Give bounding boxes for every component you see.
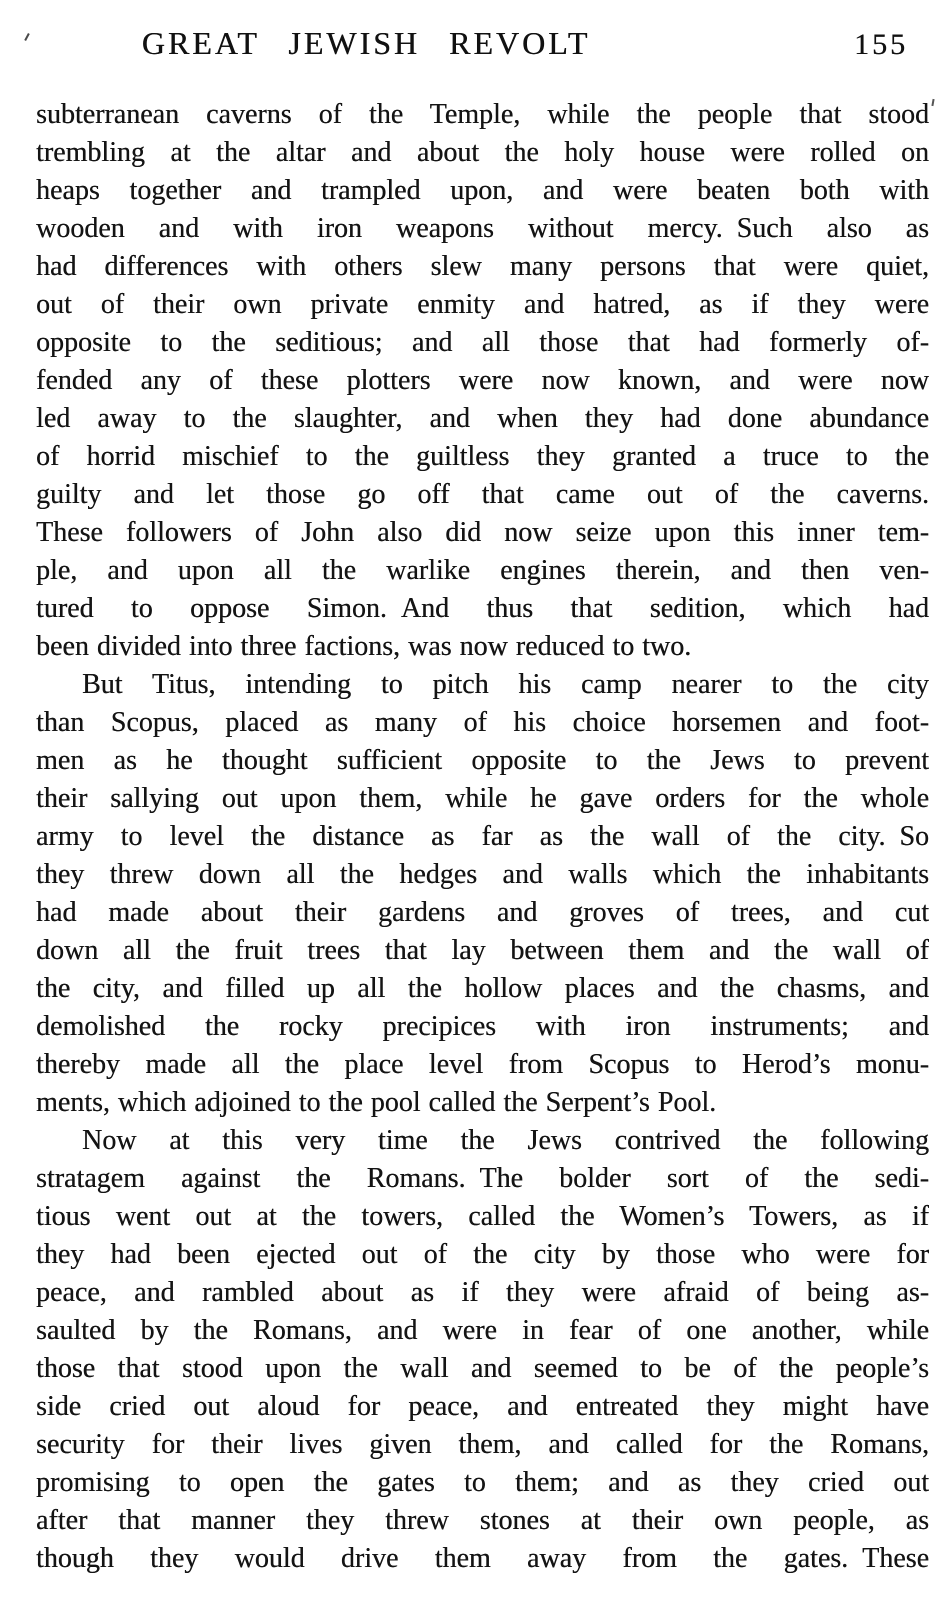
text-line: saulted by the Romans, and were in fear of one another, while xyxy=(36,1315,929,1346)
scan-artifact-top-left xyxy=(24,33,30,41)
text-line: wooden and with iron weapons without mercy. Such also as xyxy=(36,213,929,244)
text-line: ple, and upon all the warlike engines therein, and then ven- xyxy=(36,555,929,586)
text-line: side cried out aloud for peace, and entreated they might have xyxy=(36,1391,929,1422)
text-line: down all the fruit trees that lay between them and the wall of xyxy=(36,935,929,966)
text-line: their sallying out upon them, while he gave orders for the whole xyxy=(36,783,929,814)
paragraph xyxy=(36,1122,929,1578)
text-line: subterranean caverns of the Temple, while the people that stood xyxy=(36,99,929,130)
text-line: stratagem against the Romans. The bolder sort of the sedi- xyxy=(36,1163,929,1194)
text-line: had made about their gardens and groves of trees, and cut xyxy=(36,897,929,928)
text-line: But Titus, intending to pitch his camp nearer to the city xyxy=(82,669,929,700)
body-text xyxy=(36,96,929,1578)
running-title: GREAT JEWISH REVOLT xyxy=(141,25,591,61)
text-line: heaps together and trampled upon, and were beaten both with xyxy=(36,175,929,206)
text-line: of horrid mischief to the guiltless they granted a truce to the xyxy=(36,441,929,472)
text-line: demolished the rocky precipices with iron instruments; and xyxy=(36,1011,929,1042)
text-line: These followers of John also did now seize upon this inner tem- xyxy=(36,517,929,548)
text-line: ments, which adjoined to the pool called the Serpent’s Pool. xyxy=(36,1087,717,1118)
text-line: trembling at the altar and about the holy house were rolled on xyxy=(36,137,929,168)
text-line: fended any of these plotters were now known, and were now xyxy=(36,365,929,396)
text-line: than Scopus, placed as many of his choice horsemen and foot- xyxy=(36,707,929,738)
text-line: had differences with others slew many persons that were quiet, xyxy=(36,251,929,282)
text-line: guilty and let those go off that came out of the caverns. xyxy=(36,479,929,510)
text-line: tious went out at the towers, called the Women’s Towers, as if xyxy=(36,1201,929,1232)
text-line: men as he thought sufficient opposite to the Jews to prevent xyxy=(36,745,929,776)
text-line: security for their lives given them, and called for the Romans, xyxy=(36,1429,929,1460)
paragraph xyxy=(36,96,929,666)
scan-artifact-right-margin xyxy=(931,99,934,106)
text-line: opposite to the seditious; and all those that had formerly of- xyxy=(36,327,929,358)
text-line: those that stood upon the wall and seemed to be of the people’s xyxy=(36,1353,929,1384)
text-line: been divided into three factions, was now reduced to two. xyxy=(36,631,692,662)
text-line: out of their own private enmity and hatred, as if they were xyxy=(36,289,929,320)
text-line: they had been ejected out of the city by those who were for xyxy=(36,1239,929,1270)
text-line: though they would drive them away from the gates. These xyxy=(36,1543,929,1574)
text-line: Now at this very time the Jews contrived the following xyxy=(82,1125,929,1156)
text-line: the city, and filled up all the hollow places and the chasms, and xyxy=(36,973,929,1004)
text-line: tured to oppose Simon. And thus that sedition, which had xyxy=(36,593,929,624)
text-line: army to level the distance as far as the wall of the city. So xyxy=(36,821,929,852)
paragraph xyxy=(36,666,929,1122)
text-line: they threw down all the hedges and walls which the inhabitants xyxy=(36,859,929,890)
page-number: 155 xyxy=(854,28,908,61)
text-line: after that manner they threw stones at their own people, as xyxy=(36,1505,929,1536)
text-line: promising to open the gates to them; and as they cried out xyxy=(36,1467,929,1498)
text-line: led away to the slaughter, and when they had done abundance xyxy=(36,403,929,434)
text-line: peace, and rambled about as if they were afraid of being as- xyxy=(36,1277,929,1308)
text-line: thereby made all the place level from Scopus to Herod’s monu- xyxy=(36,1049,929,1080)
